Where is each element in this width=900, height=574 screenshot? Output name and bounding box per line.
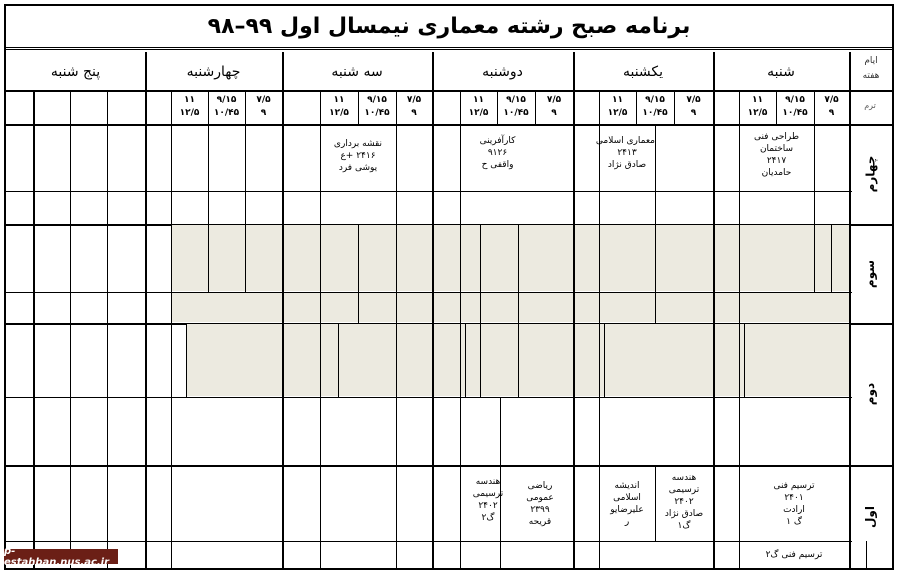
course-sun-t4: معماری اسلامی ۲۴۱۳ صادق نژاد bbox=[595, 136, 655, 170]
course-sat-t1-sub: ترسیم فنی گ۲ bbox=[765, 550, 823, 560]
sub-col-divider bbox=[70, 92, 71, 568]
course-sat-t4: طراحی فنی ساختمان ۲۴۱۷ حامدیان bbox=[753, 132, 800, 178]
row-divider bbox=[6, 541, 852, 542]
row-divider bbox=[6, 465, 892, 467]
time-slot: ۹/۱۵ ۱۰/۴۵ bbox=[782, 95, 808, 118]
time-slot: ۷/۵ ۹ bbox=[406, 95, 422, 118]
term-1-label: اول bbox=[862, 506, 877, 528]
sub-col-divider bbox=[338, 323, 339, 397]
sub-col-divider bbox=[396, 92, 397, 568]
sub-col-divider bbox=[245, 92, 246, 292]
day-thursday: پنج شنبه bbox=[50, 64, 101, 80]
col-divider bbox=[432, 52, 434, 568]
sub-col-divider bbox=[831, 224, 832, 292]
shaded-block bbox=[171, 293, 849, 322]
sub-col-divider bbox=[208, 92, 209, 292]
col-divider bbox=[33, 92, 35, 568]
shaded-block bbox=[171, 225, 849, 291]
term-label: ترم bbox=[864, 101, 876, 110]
day-sunday: یکشنبه bbox=[622, 64, 664, 80]
col-divider bbox=[849, 52, 851, 568]
time-slot: ۱۱ ۱۲/۵ bbox=[607, 95, 628, 118]
sub-col-divider bbox=[171, 92, 172, 568]
col-divider bbox=[282, 52, 284, 568]
time-slot: ۱۱ ۱۲/۵ bbox=[179, 95, 200, 118]
sub-col-divider bbox=[186, 323, 187, 397]
row-divider bbox=[6, 191, 852, 192]
days-of-week-label: ایام هفته bbox=[862, 56, 880, 81]
col-divider bbox=[713, 52, 715, 568]
sub-col-divider bbox=[604, 323, 605, 397]
day-wednesday: چهارشنبه bbox=[186, 64, 241, 80]
row-divider bbox=[6, 124, 892, 126]
col-divider bbox=[573, 52, 575, 568]
term-2-label: دوم bbox=[862, 382, 877, 406]
time-slot: ۷/۵ ۹ bbox=[686, 95, 701, 118]
col-divider bbox=[145, 52, 147, 568]
sub-col-divider bbox=[480, 224, 481, 397]
course-mon-t1-a: ریاضی عمومی ۲۳۹۹ قریحه bbox=[526, 481, 554, 527]
sub-col-divider bbox=[655, 124, 656, 324]
day-monday: دوشنبه bbox=[482, 64, 523, 80]
day-tuesday: سه شنبه bbox=[331, 64, 383, 80]
time-slot: ۷/۵ ۹ bbox=[824, 95, 839, 118]
sub-col-divider bbox=[518, 224, 519, 397]
time-slot: ۱۱ ۱۲/۵ bbox=[329, 95, 349, 118]
page-title: برنامه صبح رشته معماری نیمسال اول ۹۹–۹۸ bbox=[6, 6, 892, 50]
sub-col-divider bbox=[465, 323, 466, 397]
sub-col-divider bbox=[814, 92, 815, 292]
term-3-label: سوم bbox=[863, 259, 877, 289]
term-4-label: چهارم bbox=[863, 155, 877, 193]
site-watermark[interactable]: p-estahban.nus.ac.ir bbox=[4, 549, 118, 564]
time-slot: ۱۱ ۱۲/۵ bbox=[747, 95, 768, 118]
time-slot: ۷/۵ ۹ bbox=[546, 95, 562, 118]
course-tue-t4: نقشه برداری ۲۴۱۶ +ع یوشی فرد bbox=[333, 139, 383, 173]
row-divider bbox=[6, 90, 892, 92]
course-sun-t1-b: اندیشه اسلامی علیرضایو ر bbox=[610, 481, 644, 527]
time-slot: ۹/۱۵ ۱۰/۴۵ bbox=[642, 95, 668, 118]
time-slot: ۷/۵ ۹ bbox=[256, 95, 271, 118]
course-mon-t1-b: هندسه ترسیمی ۲۴۰۲ گ۲ bbox=[472, 477, 504, 523]
time-slot: ۹/۱۵ ۱۰/۴۵ bbox=[364, 95, 390, 118]
sub-col-divider bbox=[358, 224, 359, 324]
sub-col-divider bbox=[744, 323, 745, 397]
course-sun-t1-a: هندسه ترسیمی ۲۴۰۲ صادق نژاد گ۱ bbox=[664, 473, 704, 531]
day-saturday: شنبه bbox=[767, 64, 795, 80]
course-mon-t4: کارآفرینی ۹۱۲۶ واقفی ح bbox=[479, 136, 516, 170]
time-slot: ۱۱ ۱۲/۵ bbox=[468, 95, 489, 118]
course-sat-t1: ترسیم فنی ۲۴۰۱ ارادت گ ۱ bbox=[773, 481, 815, 527]
sub-col-divider bbox=[107, 92, 108, 568]
row-divider bbox=[6, 397, 852, 398]
time-slot: ۹/۱۵ ۱۰/۴۵ bbox=[213, 95, 240, 118]
time-slot: ۹/۱۵ ۱۰/۴۵ bbox=[503, 95, 529, 118]
